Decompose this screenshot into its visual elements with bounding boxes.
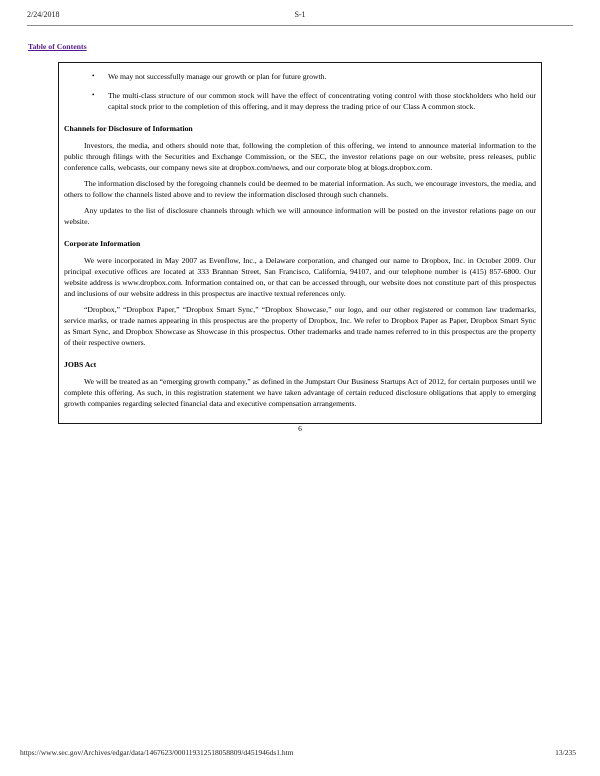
bullet-text: We may not successfully manage our growth or plan for future growth. — [108, 72, 327, 81]
paragraph: We were incorporated in May 2007 as Evenflow, Inc., a Delaware corporation, and changed our name to Dropbox, Inc. in October 2009. Our principal executive offices are located at 333 Brannan Street, San Francisco, California, 94107, and our telephone number is (415) 857-6800. Our website address is www.dropbox.com. Information contained on, or that can be accessed through, our website does not constitute part of this prospectus and inclusions of our website address in this prospectus are inactive textual references only. — [64, 256, 536, 298]
section-channels-for-disclosure — [64, 123, 536, 227]
table-of-contents-link[interactable]: Table of Contents — [28, 42, 87, 51]
section-heading: Channels for Disclosure of Information — [64, 124, 193, 133]
list-item — [64, 71, 536, 82]
risk-bullet-list — [64, 71, 536, 112]
print-header-document-title: S-1 — [294, 10, 306, 19]
section-heading: Corporate Information — [64, 239, 141, 248]
section-heading: JOBS Act — [64, 360, 97, 369]
list-item — [64, 90, 536, 112]
header-divider — [27, 25, 573, 26]
paragraph: Investors, the media, and others should note that, following the completion of this offering, we intend to announce material information to the public through filings with the Securities and Exchange Commission, or the SEC, the investor relations page on our website, press releases, public conference calls, webcasts, our company news site at dropbox.com/news, and our corporate blog at blogs.dropbox.com. — [64, 141, 536, 172]
document-page-number: 6 — [298, 424, 302, 433]
bullet-text: The multi-class structure of our common stock will have the effect of concentrating voting control with those stockholders who held our capital stock prior to the completion of this offering, and it may depress the trading price of our Class A common stock. — [108, 91, 536, 111]
bullet-icon: • — [92, 72, 95, 80]
paragraph: The information disclosed by the foregoing channels could be deemed to be material information. As such, we encourage investors, the media, and others to follow the channels listed above and to review the information disclosed through such channels. — [64, 179, 536, 199]
print-footer-page-indicator: 13/235 — [555, 748, 576, 757]
section-corporate-information — [64, 238, 536, 348]
bullet-icon: • — [92, 91, 95, 99]
document-text-box — [58, 62, 542, 424]
print-footer-url: https://www.sec.gov/Archives/edgar/data/1467623/000119312518058809/d451946ds1.htm — [20, 748, 294, 757]
paragraph: Any updates to the list of disclosure channels through which we will announce information will be posted on the investor relations page on our website. — [64, 206, 536, 226]
section-jobs-act — [64, 359, 536, 409]
print-header-date: 2/24/2018 — [27, 10, 60, 19]
paragraph: We will be treated as an “emerging growth company,” as defined in the Jumpstart Our Business Startups Act of 2012, for certain purposes until we complete this offering. As such, in this registration statement we have taken advantage of certain reduced disclosure obligations that apply to emerging growth companies regarding selected financial data and executive compensation arrangements. — [64, 377, 536, 408]
paragraph: “Dropbox,” “Dropbox Paper,” “Dropbox Smart Sync,” “Dropbox Showcase,” our logo, and our other registered or common law trademarks, service marks, or trade names appearing in this prospectus are the property of Dropbox, Inc. We refer to Dropbox Paper as Paper, Dropbox Smart Sync as Smart Sync, and Dropbox Showcase as Showcase in this prospectus. Other trademarks and trade names referred to in this prospectus are the property of their respective owners. — [64, 305, 536, 347]
